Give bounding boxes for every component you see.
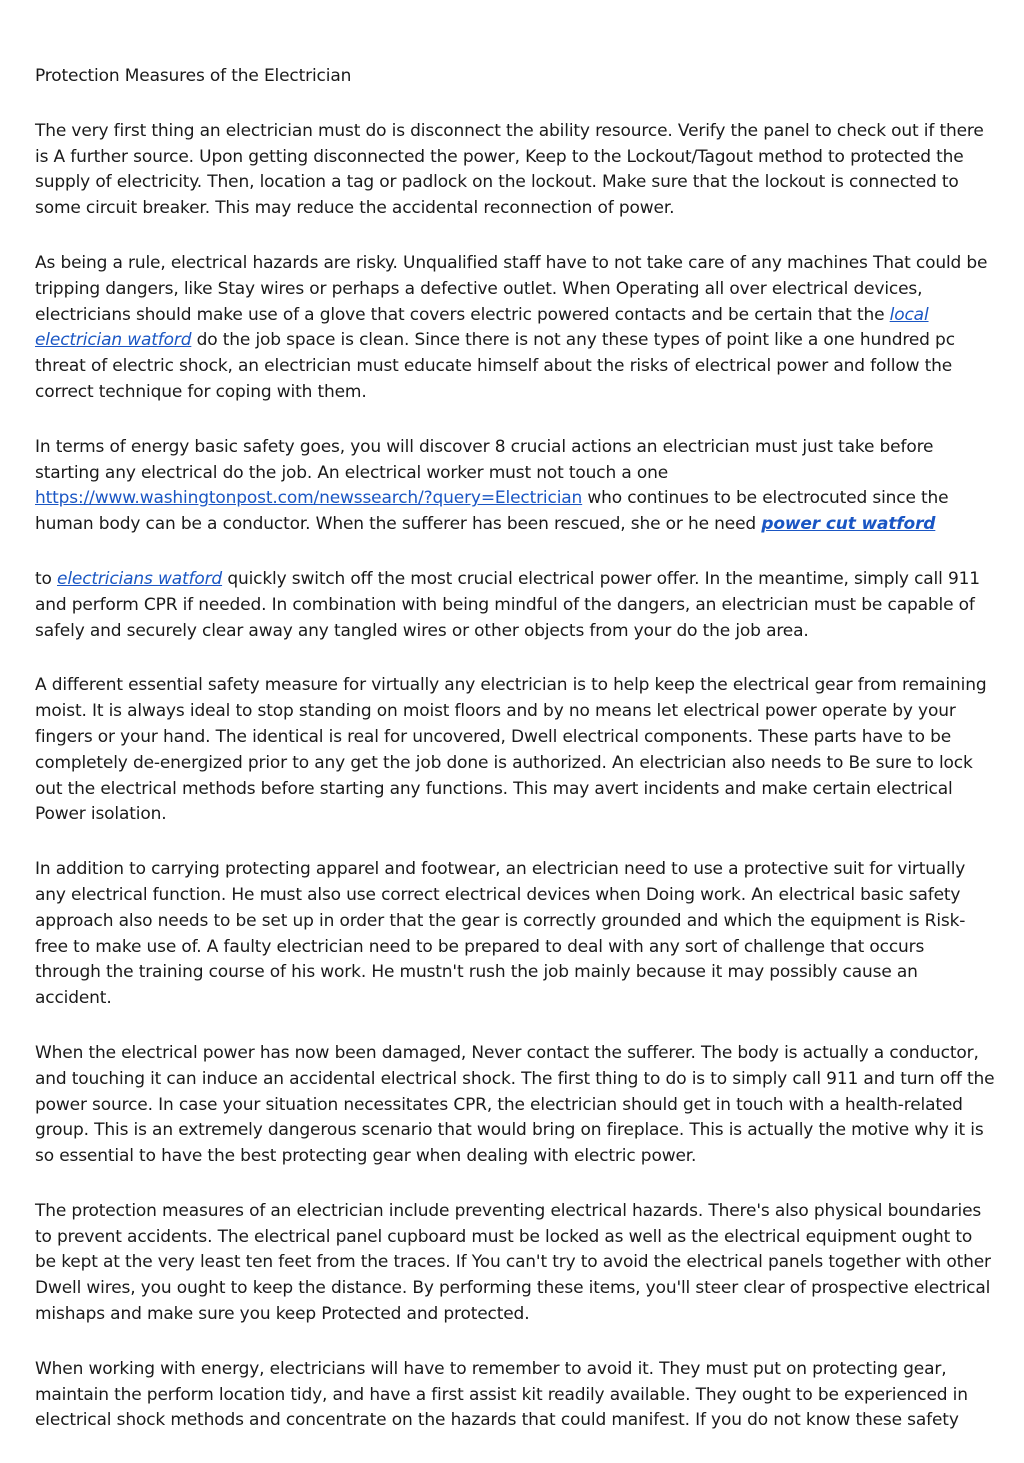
power-cut-watford-link[interactable]: power cut watford [761, 514, 936, 535]
document-body [35, 64, 995, 1463]
paragraph-6: In addition to carrying protecting apparel and footwear, an electrician need to use a protective suit for virtually any electrical function. He must also use correct electrical devices when Doing work. An electrical basic safety approach also needs to be set up in order that the gear is correctly grounded and which the equipment is Risk-free to make use of. A faulty electrician need to be prepared to deal with any sort of challenge that occurs through the training course of his work. He mustn't rush the job mainly because it may possibly cause an accident. [35, 859, 966, 1009]
washingtonpost-link[interactable]: https://www.washingtonpost.com/newssearch/?query=Electrician [35, 488, 583, 509]
paragraph-3-text-b: who continues to be electrocuted since the human body can be a conductor. When the sufferer has been rescued, she or he need [35, 488, 949, 535]
page-title: Protection Measures of the Electrician [35, 66, 352, 86]
electricians-watford-link[interactable]: electricians watford [57, 568, 223, 589]
paragraph-7: When the electrical power has now been damaged, Never contact the sufferer. The body is actually a conductor, and touching it can induce an accidental electrical shock. The first thing to do is to simply call 911 and turn off the power source. In case your situation necessitates CPR, the electrician should get in touch with a health-related group. This is an extremely dangerous scenario that would bring on fireplace. This is actually the motive why it is so essential to have the best protecting gear when dealing with electric power. [35, 1042, 995, 1167]
paragraph-5: A different essential safety measure for virtually any electrician is to help keep the electrical gear from remaining moist. It is always ideal to stop standing on moist floors and by no means let electrical power operate by your fingers or your hand. The identical is real for uncovered, Dwell electrical components. These parts have to be completely de-energized prior to any get the job done is authorized. An electrician also needs to Be sure to lock out the electrical methods before starting any functions. This may avert incidents and make certain electrical Power isolation. [35, 675, 987, 825]
paragraph-1: The very first thing an electrician must do is disconnect the ability resource. Verify the panel to check out if there is A further source. Upon getting disconnected the power, Keep to the Lockout/Tagout method to protected the supply of electricity. Then, location a tag or padlock on the lockout. Make sure that the lockout is connected to some circuit breaker. This may reduce the accidental reconnection of power. [35, 120, 984, 219]
paragraph-3 [35, 435, 995, 538]
paragraph-3-text-a: In terms of energy basic safety goes, you will discover 8 crucial actions an electrician must just take before starting any electrical do the job. An electrical worker must not touch a one [35, 436, 934, 483]
paragraph-8: The protection measures of an electrician include preventing electrical hazards. There's also physical boundaries to prevent accidents. The electrical panel cupboard must be locked as well as the electrical equipment ought to be kept at the very least ten feet from the traces. If You can't try to avoid the electrical panels together with other Dwell wires, you ought to keep the distance. By performing these items, you'll steer clear of prospective electrical mishaps and make sure you keep Protected and protected. [35, 1200, 991, 1325]
local-electrician-watford-link[interactable]: local electrician watford [35, 304, 929, 351]
paragraph-2 [35, 251, 995, 406]
paragraph-4 [35, 567, 995, 644]
paragraph-2-text-b: do the job space is clean. Since there is not any these types of point like a one hundred pc threat of electric shock, an electrician must educate himself about the risks of electrical power and follow the correct technique for coping with them. [35, 330, 955, 402]
paragraph-9: When working with energy, electricians will have to remember to avoid it. They must put on protecting gear, maintain the perform location tidy, and have a first assist kit readily available. They ought to be experienced in electrical shock methods and concentrate on the hazards that could manifest. If you do not know these safety [35, 1358, 968, 1431]
paragraph-4-text-a: to [35, 568, 58, 589]
paragraph-4-text-b: quickly switch off the most crucial electrical power offer. In the meantime, simply call 911 and perform CPR if needed. In combination with being mindful of the dangers, an electrician must be capable of safely and securely clear away any tangled wires or other objects from your do the job area. [35, 568, 980, 641]
paragraph-2-text-a: As being a rule, electrical hazards are risky. Unqualified staff have to not take care of any machines That could be tripping dangers, like Stay wires or perhaps a defective outlet. When Operating all over electrical devices, electricians should make use of a glove that covers electric powered contacts and be certain that the [35, 252, 988, 325]
